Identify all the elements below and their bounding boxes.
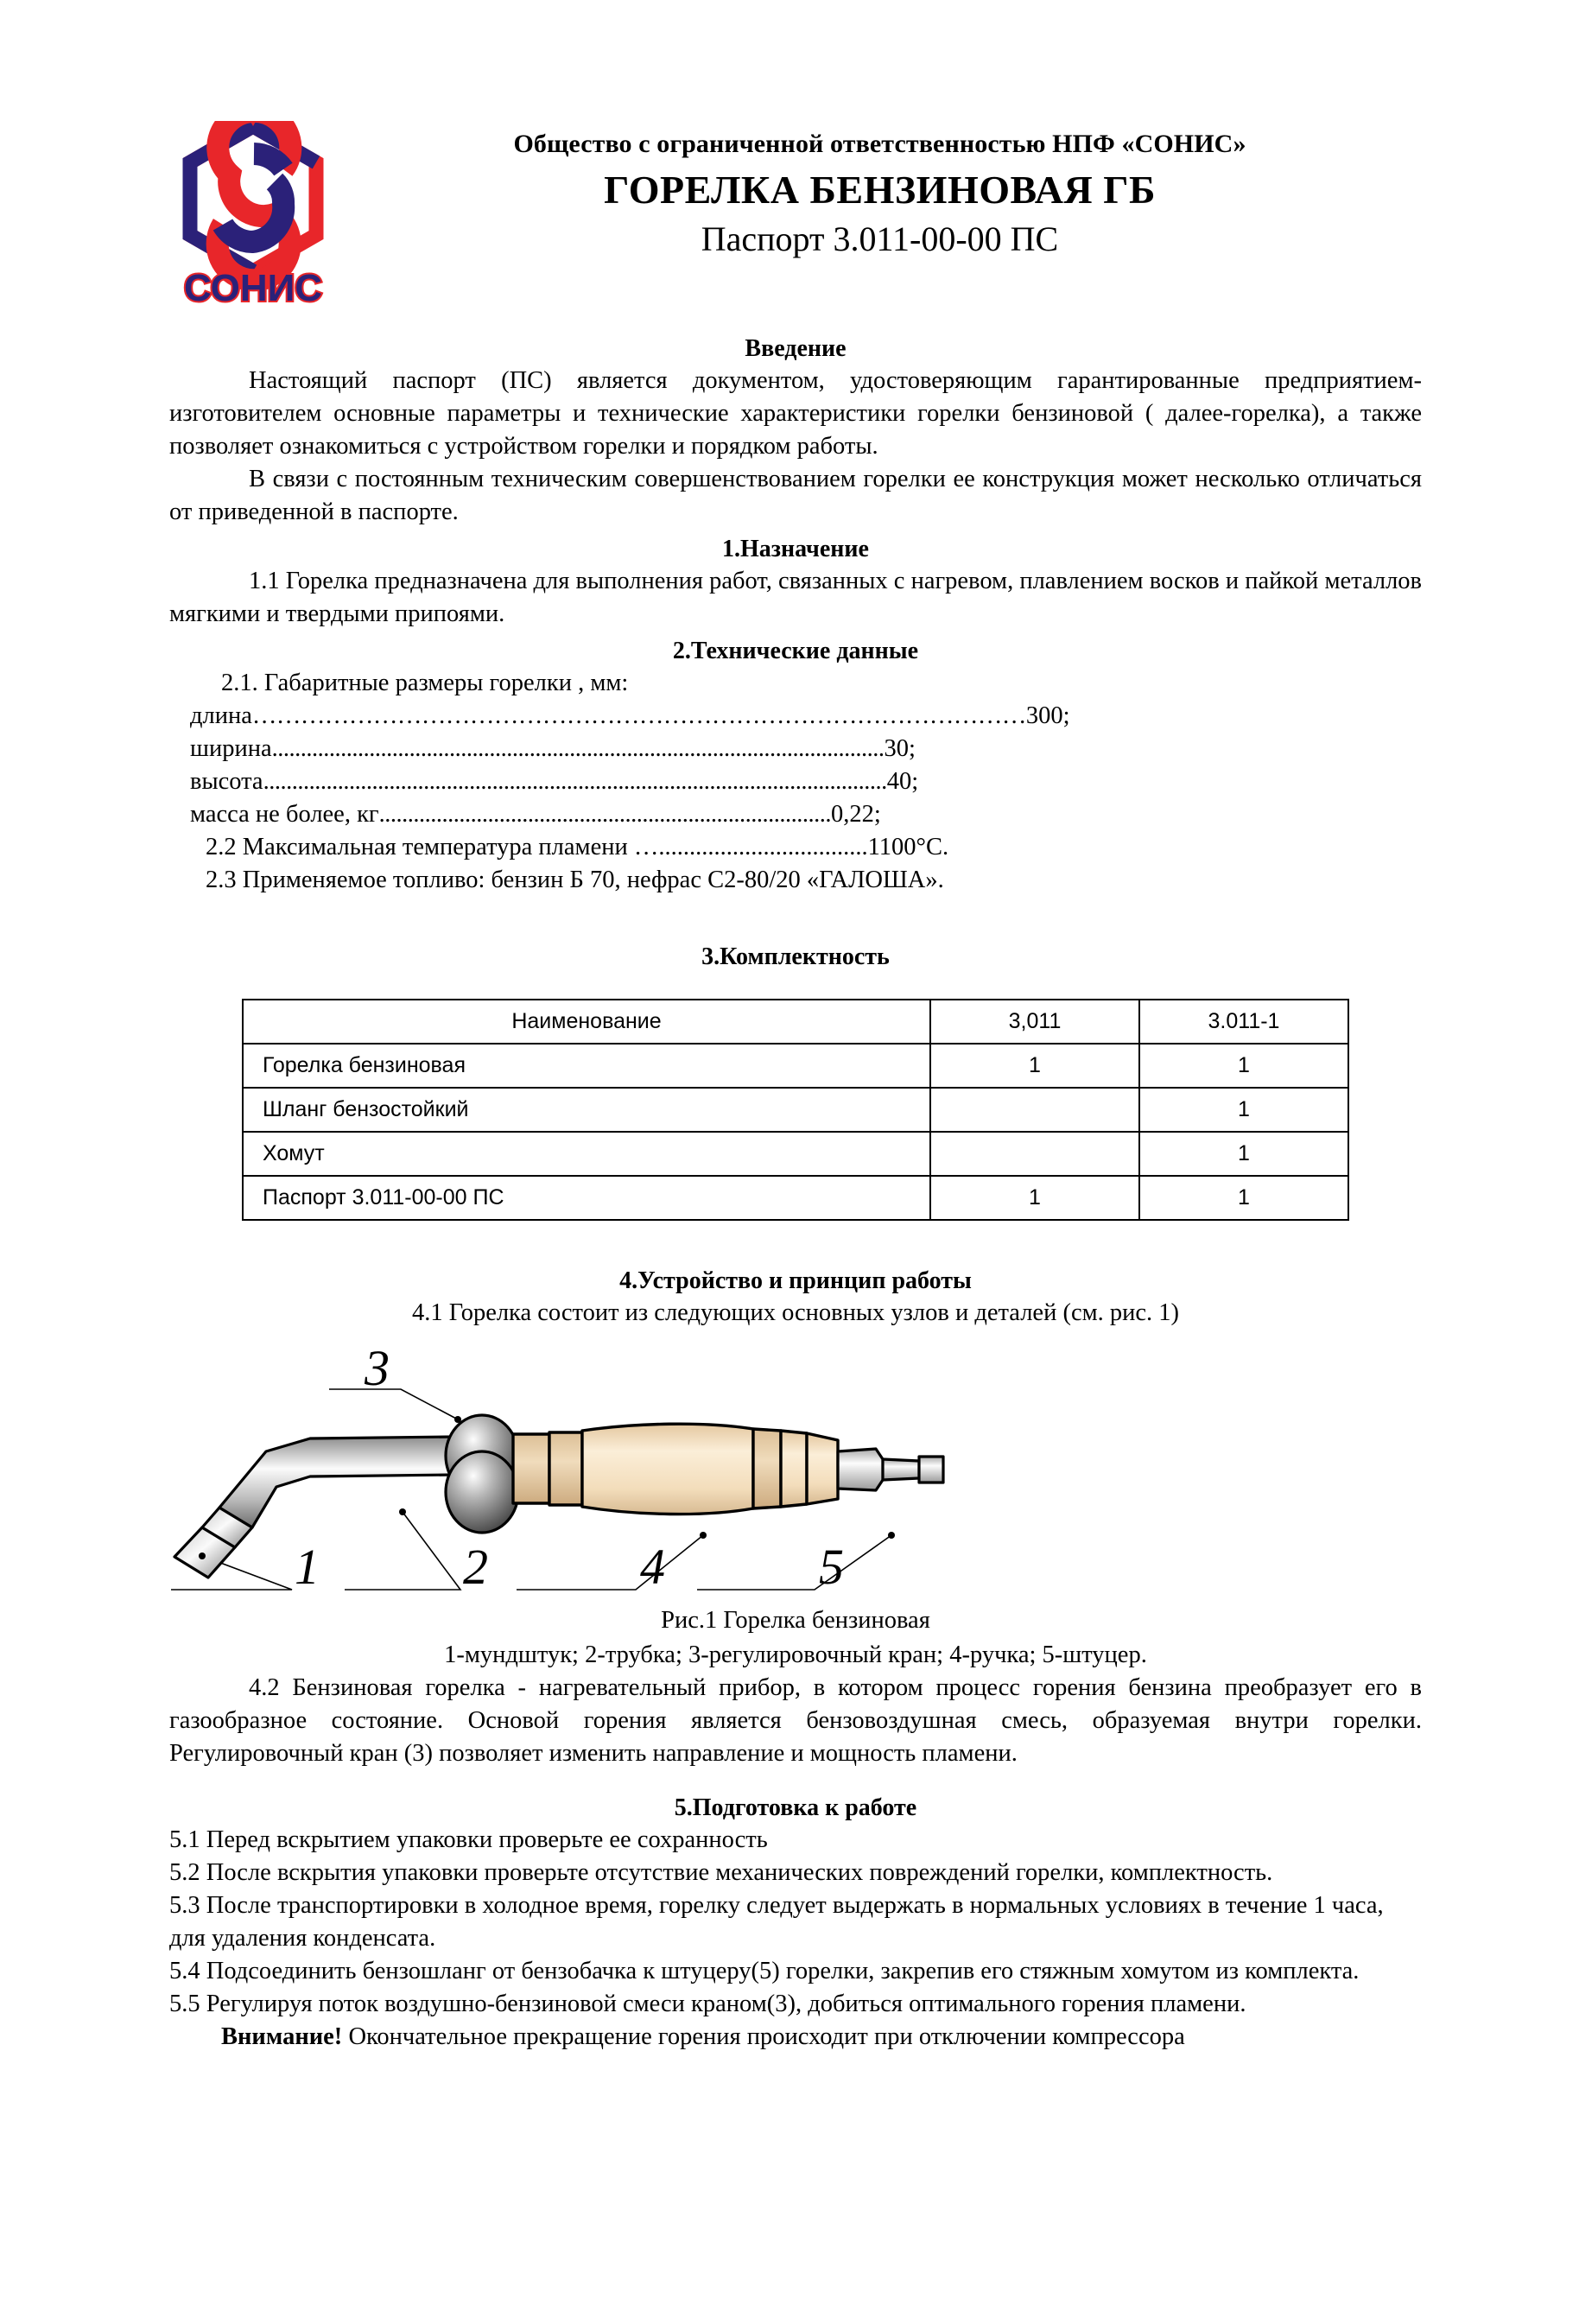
prep-item-5: 5.5 Регулируя поток воздушно-бензиновой смеси краном(3), добиться оптимального горения пламени. — [169, 1990, 1246, 2017]
section-heading-3: 3.Комплектность — [701, 943, 890, 970]
dimension-value: 300; — [1025, 702, 1070, 730]
dimension-row — [169, 798, 1422, 831]
prep-item-1: 5.1 Перед вскрытием упаковки проверьте ее сохранность — [169, 1826, 768, 1854]
cell-item-name: Паспорт 3.011-00-00 ПС — [243, 1176, 930, 1220]
warning-line — [169, 2021, 1422, 2054]
section-heading-2: 2.Технические данные — [672, 638, 919, 665]
callout-number-5: 5 — [819, 1539, 844, 1596]
dimension-row — [169, 700, 1422, 733]
table-row — [243, 1088, 1348, 1132]
section-heading-intro: Введение — [745, 335, 847, 362]
warning-text: Окончательное прекращение горения происходит при отключении компрессора — [342, 2022, 1185, 2050]
fuel-used: 2.3 Применяемое топливо: бензин Б 70, нефрас С2-80/20 «ГАЛОША». — [206, 866, 944, 893]
table-row — [243, 1176, 1348, 1220]
column-header-3011-1: 3.011-1 — [1139, 1000, 1348, 1044]
torch-regulating-tap — [446, 1415, 518, 1533]
section-1-paragraph: 1.1 Горелка предназначена для выполнения работ, связанных с нагревом, плавлением восков и пайкой металлов мягкими и твердыми припоями. — [169, 568, 1422, 628]
cell-qty-3011: 1 — [930, 1176, 1139, 1220]
passport-designation: Паспорт 3.011-00-00 ПС — [701, 219, 1059, 258]
dimension-label: высота — [190, 768, 263, 796]
dimension-label: масса не более, кг — [190, 800, 379, 828]
torch-figure — [169, 1343, 1422, 1603]
max-flame-temperature: 2.2 Максимальная температура пламени …..................................1100°С. — [206, 833, 949, 860]
intro-paragraph-2: В связи с постоянным техническим совершенствованием горелки ее конструкция может несколько отличаться от приведенной в паспорте. — [169, 466, 1422, 525]
figure-caption: Рис.1 Горелка бензиновая — [661, 1607, 930, 1635]
organization-name: Общество с ограниченной ответственностью НПФ «СОНИС» — [513, 130, 1246, 158]
section-heading-1: 1.Назначение — [722, 535, 869, 562]
kit-table — [242, 999, 1349, 1221]
dimensions-list — [169, 700, 1422, 831]
cell-qty-3011-1: 1 — [1139, 1044, 1348, 1088]
callout-number-3: 3 — [365, 1343, 390, 1397]
cell-item-name: Горелка бензиновая — [243, 1044, 930, 1088]
dimension-label: ширина — [190, 735, 272, 763]
prep-item-3: 5.3 После транспортировки в холодное время, горелку следует выдержать в нормальных условиях в течение 1 часа, для удаления конденсата. — [169, 1891, 1384, 1952]
torch-handle — [513, 1424, 838, 1514]
torch-fitting — [838, 1449, 943, 1490]
dimension-row — [169, 765, 1422, 798]
leader-dots: ............................................................................... — [378, 800, 831, 828]
table-row — [243, 1044, 1348, 1088]
callout-number-4: 4 — [640, 1539, 665, 1596]
leader-dots: …………………………………………………………………………………… — [251, 702, 1026, 730]
logo-wordmark: СОНИС — [183, 267, 323, 307]
title-block — [338, 130, 1422, 261]
cell-qty-3011: 1 — [930, 1044, 1139, 1088]
dimension-label: длина — [190, 702, 252, 730]
leader-dots: ............................................................................................................. — [263, 768, 887, 796]
cell-qty-3011 — [930, 1132, 1139, 1176]
dimensions-intro: 2.1. Габаритные размеры горелки , мм: — [221, 670, 629, 697]
leader-dots: ........................................................................................................... — [271, 735, 885, 763]
prep-item-2: 5.2 После вскрытия упаковки проверьте отсутствие механических повреждений горелки, комплектность. — [169, 1859, 1273, 1887]
prep-item-4: 5.4 Подсоединить бензошланг от бензобачка к штуцеру(5) горелки, закрепив его стяжным хомутом из комплекта. — [169, 1957, 1360, 1984]
callout-number-2: 2 — [463, 1539, 488, 1596]
warning-label: Внимание! — [221, 2022, 343, 2050]
section-heading-5: 5.Подготовка к работе — [674, 1794, 917, 1821]
dimension-value: 30; — [884, 735, 916, 763]
cell-qty-3011-1: 1 — [1139, 1088, 1348, 1132]
table-row — [243, 1132, 1348, 1176]
dimension-value: 0,22; — [831, 800, 881, 828]
document-header — [169, 130, 1422, 328]
callout-number-1: 1 — [295, 1539, 320, 1596]
kit-table-wrapper — [169, 999, 1422, 1221]
section-4-paragraph-1: 4.1 Горелка состоит из следующих основных узлов и деталей (см. рис. 1) — [411, 1299, 1180, 1327]
cell-qty-3011-1: 1 — [1139, 1132, 1348, 1176]
torch-tube — [219, 1437, 454, 1527]
section-4-paragraph-2: 4.2 Бензиновая горелка - нагревательный прибор, в котором процесс горения бензина преобразует его в газообразное состояние. Основой горения является бензовоздушная смесь, образуемая внутри горелки. Регулировочный кран (3) позволяет изменить направление и мощность пламени. — [169, 1674, 1422, 1767]
logo-letter — [218, 121, 291, 280]
intro-paragraph-1: Настоящий паспорт (ПС) является документом, удостоверяющим гарантированные предприятием-изготовителем основные параметры и технические характеристики горелки бензиновой ( далее-горелка), а также позволяет ознакомиться с устройством горелки и порядком работы. — [169, 367, 1422, 460]
column-header-3011: 3,011 — [930, 1000, 1139, 1044]
section-heading-4: 4.Устройство и принцип работы — [619, 1267, 972, 1295]
page-title: ГОРЕЛКА БЕНЗИНОВАЯ ГБ — [604, 167, 1156, 212]
column-header-name: Наименование — [243, 1000, 930, 1044]
cell-qty-3011 — [930, 1088, 1139, 1132]
cell-item-name: Шланг бензостойкий — [243, 1088, 930, 1132]
cell-item-name: Хомут — [243, 1132, 930, 1176]
sonis-logo — [169, 121, 338, 307]
dimension-row — [169, 733, 1422, 765]
page-content — [169, 0, 1422, 2053]
figure-legend: 1-мундштук; 2-трубка; 3-регулировочный кран; 4-ручка; 5-штуцер. — [444, 1641, 1147, 1669]
dimension-value: 40; — [886, 768, 919, 796]
table-header-row — [243, 1000, 1348, 1044]
cell-qty-3011-1: 1 — [1139, 1176, 1348, 1220]
